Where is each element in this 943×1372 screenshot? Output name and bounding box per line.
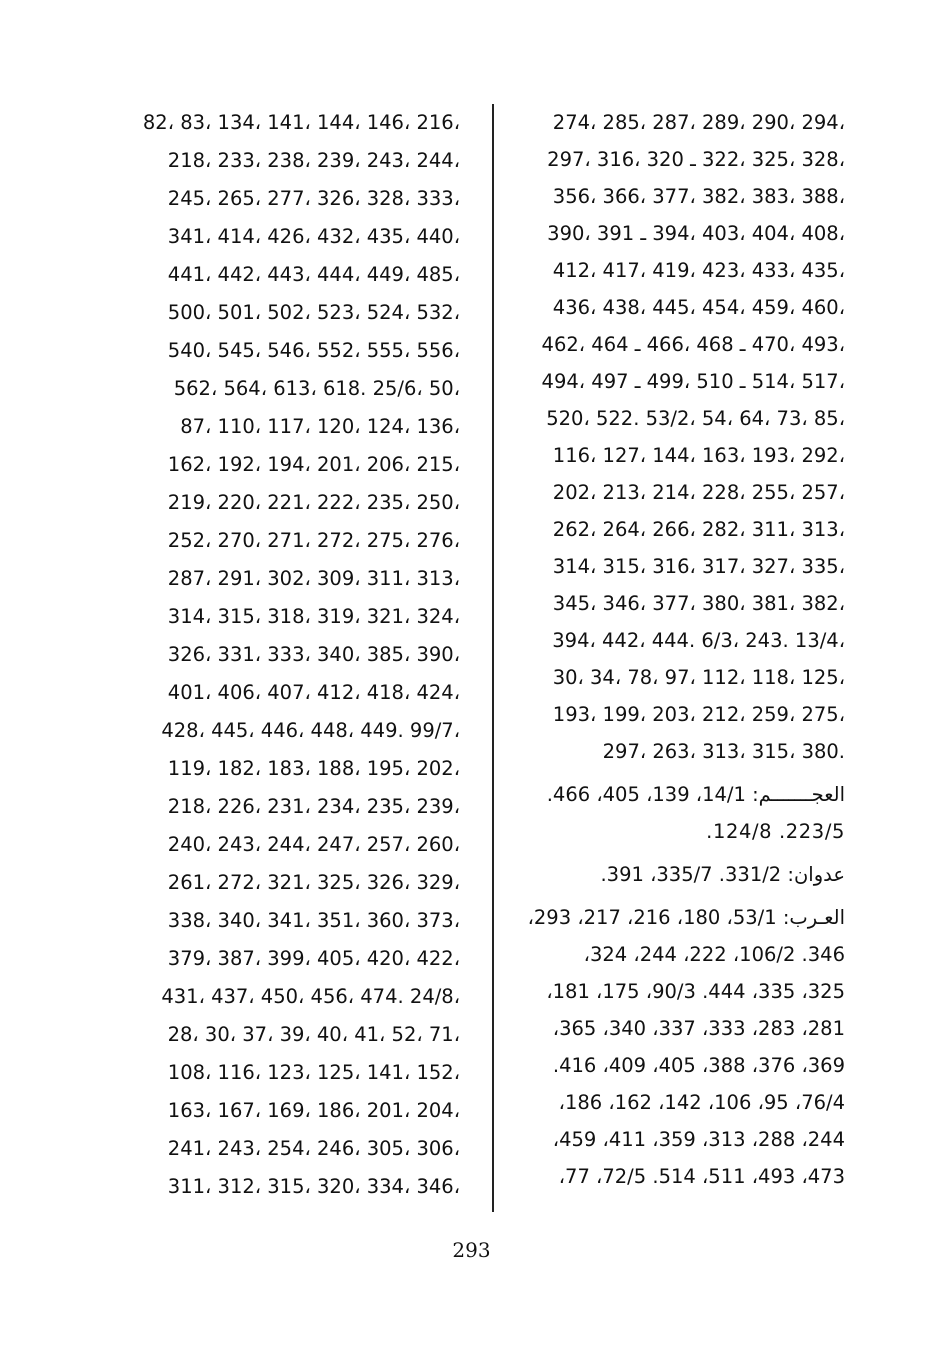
index-line: ،390 ،385 ،340 ،333 ،331 ،326 <box>167 643 460 666</box>
index-line: ،136 ،124 ،120 ،117 ،110 ،87 <box>180 415 460 438</box>
index-column-left <box>100 104 460 1206</box>
index-line: ،276 ،275 ،272 ،271 ،270 ،252 <box>167 529 460 552</box>
index-line: ،85 ،73 ،64 ،54 ،53/2 .522 ،520 <box>546 407 845 430</box>
index-line: ،125 ،118 ،112 ،97 ،78 ،34 ،30 <box>552 666 845 689</box>
index-line: ،244 ،243 ،239 ،238 ،233 ،218 <box>167 149 460 172</box>
index-line: ،71 ،52 ،41 ،40 ،39 ،37 ،30 ،28 <box>167 1023 460 1046</box>
index-line: ،257 ،255 ،228 ،214 ،213 ،202 <box>552 481 845 504</box>
index-line: ،50 ،25/6 .618 ،613 ،564 ،562 <box>173 377 460 400</box>
index-line: ،324 ،321 ،319 ،318 ،315 ،314 <box>167 605 460 628</box>
index-line: ،460 ،459 ،454 ،445 ،438 ،436 <box>552 296 845 319</box>
index-line: 244، 288، 313، 359، 411، 459، <box>552 1128 845 1151</box>
index-line: ،313 ،311 ،282 ،266 ،264 ،262 <box>552 518 845 541</box>
index-line: 281، 283، 333، 337، 340، 365، <box>552 1017 845 1040</box>
index-line: 76/4، 95، 106، 142، 162، 186، <box>558 1091 845 1114</box>
index-line: ،440 ،435 ،432 ،426 ،414 ،341 <box>167 225 460 248</box>
index-line: ،333 ،328 ،326 ،277 ،265 ،245 <box>167 187 460 210</box>
index-line: ،485 ،449 ،444 ،443 ،442 ،441 <box>167 263 460 286</box>
index-line: ،388 ،383 ،382 ،377 ،366 ،356 <box>552 185 845 208</box>
index-line: ،250 ،235 ،222 ،221 ،220 ،219 <box>167 491 460 514</box>
index-line: ،294 ،290 ،289 ،287 ،285 ،274 <box>552 111 845 134</box>
index-line: ،99/7 .449 ،448 ،446 ،445 ،428 <box>161 719 460 742</box>
index-line: ،313 ،311 ،309 ،302 ،291 ،287 <box>167 567 460 590</box>
page-number: 293 <box>452 1238 491 1262</box>
index-line: ،275 ،259 ،212 ،203 ،199 ،193 <box>552 703 845 726</box>
index-line: ،24/8 .474 ،456 ،450 ،437 ،431 <box>161 985 460 1008</box>
index-line: .380 ،315 ،313 ،263 ،297 <box>602 740 845 763</box>
index-line: ،202 ،195 ،188 ،183 ،182 ،119 <box>167 757 460 780</box>
index-line: 369، 376، 388، 405، 409، 416. <box>552 1054 845 1077</box>
index-line: ،435 ،433 ،423 ،419 ،417 ،412 <box>552 259 845 282</box>
index-line: ،204 ،201 ،186 ،169 ،167 ،163 <box>167 1099 460 1122</box>
index-line: ،382 ،381 ،380 ،377 ،346 ،345 <box>552 592 845 615</box>
index-line: ،292 ،193 ،163 ،144 ،127 ،116 <box>552 444 845 467</box>
index-line: ،306 ،305 ،246 ،254 ،243 ،241 <box>167 1137 460 1160</box>
index-line: ،216 ،146 ،144 ،141 ،134 ،83 ،82 <box>142 111 460 134</box>
index-line: ،335 ،327 ،317 ،316 ،315 ،314 <box>552 555 845 578</box>
index-line: ،556 ،555 ،552 ،546 ،545 ،540 <box>167 339 460 362</box>
index-line: 346. 106/2، 222، 244، 324، <box>583 943 845 966</box>
index-line: ،493 ،470 ـ 468 ،466 ـ 464 ،462 <box>541 333 845 356</box>
index-line: ،373 ،360 ،351 ،341 ،340 ،338 <box>167 909 460 932</box>
index-line: ،215 ،206 ،201 ،194 ،192 ،162 <box>167 453 460 476</box>
index-line: ،346 ،334 ،320 ،315 ،312 ،311 <box>167 1175 460 1198</box>
index-line: ،13/4 .243 ،6/3 .444 ،442 ،394 <box>552 629 845 652</box>
index-line: ،422 ،420 ،405 ،399 ،387 ،379 <box>167 947 460 970</box>
index-line: ،532 ،524 ،523 ،502 ،501 ،500 <box>167 301 460 324</box>
index-line: ،424 ،418 ،412 ،407 ،406 ،401 <box>167 681 460 704</box>
index-line: 223/5. 124/8. <box>706 820 845 843</box>
index-line: ،329 ،326 ،325 ،321 ،272 ،261 <box>167 871 460 894</box>
index-line: ،260 ،257 ،247 ،244 ،243 ،240 <box>167 833 460 856</box>
index-line: العجـــــــم: 14/1، 139، 405، 466. <box>546 783 845 806</box>
index-line: ،517 ،514 ـ 510 ،499 ـ 497 ،494 <box>541 370 845 393</box>
index-line: ،408 ،404 ،403 ،394 ـ 391 ،390 <box>547 222 845 245</box>
index-line: ،328 ،325 ،322 ـ 320 ،316 ،297 <box>547 148 845 171</box>
index-line: ،152 ،141 ،125 ،123 ،116 ،108 <box>167 1061 460 1084</box>
index-line: ،239 ،235 ،234 ،231 ،226 ،218 <box>167 795 460 818</box>
index-line: العـرب: 53/1، 180، 216، 217، 293، <box>527 906 845 929</box>
index-line: 473، 493، 511، 514. 72/5، 77، <box>558 1165 845 1188</box>
column-divider <box>492 104 494 1212</box>
index-line: 325، 335، 444. 90/3، 175، 181، <box>546 980 845 1003</box>
index-column-right <box>500 104 845 1195</box>
index-line: عدوان: 331/2. 335/7، 391. <box>600 863 845 886</box>
